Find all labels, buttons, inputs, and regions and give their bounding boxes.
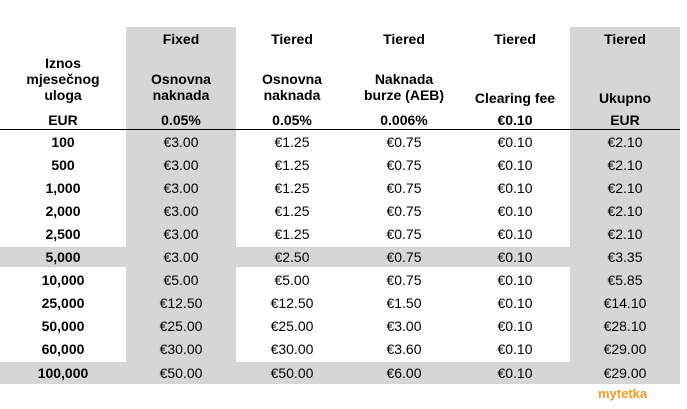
cell-tiered-base: €2.50 [274,249,310,265]
cell-fixed-fee: €3.00 [163,226,199,242]
cell-amount: 100 [51,134,75,150]
cell-exchange-fee: €0.75 [386,157,422,173]
header-rate-exchange: 0.006% [380,112,428,128]
cell-exchange-fee: €1.50 [386,295,422,311]
header-divider [0,129,680,130]
cell-clearing-fee: €0.10 [497,318,533,334]
cell-exchange-fee: €3.60 [386,341,422,357]
cell-clearing-fee: €0.10 [497,134,533,150]
cell-clearing-fee: €0.10 [497,180,533,196]
cell-tiered-base: €1.25 [274,180,310,196]
cell-total: €3.35 [607,249,643,265]
cell-tiered-base: €30.00 [270,341,314,357]
cell-tiered-base: €1.25 [274,226,310,242]
cell-fixed-fee: €30.00 [159,341,203,357]
cell-exchange-fee: €6.00 [386,365,422,381]
cell-amount: 500 [51,157,75,173]
cell-tiered-base: €25.00 [270,318,314,334]
header-type-tiered-base: Tiered [271,31,313,47]
cell-fixed-fee: €5.00 [163,272,199,288]
cell-tiered-base: €12.50 [270,295,314,311]
cell-fixed-fee: €3.00 [163,180,199,196]
cell-amount: 25,000 [41,295,85,311]
cell-clearing-fee: €0.10 [497,226,533,242]
cell-exchange-fee: €0.75 [386,180,422,196]
cell-total: €2.10 [607,226,643,242]
cell-fixed-fee: €25.00 [159,318,203,334]
header-type-tiered-total: Tiered [604,31,646,47]
cell-amount: 1,000 [45,180,81,196]
cell-clearing-fee: €0.10 [497,272,533,288]
cell-tiered-base: €1.25 [274,134,310,150]
cell-clearing-fee: €0.10 [497,295,533,311]
header-name-exchange: Naknada burze (AEB) [363,71,445,103]
cell-amount: 10,000 [41,272,85,288]
cell-fixed-fee: €12.50 [159,295,203,311]
cell-clearing-fee: €0.10 [497,341,533,357]
header-name-fixed: Osnovna naknada [151,71,211,103]
cell-total: €2.10 [607,203,643,219]
cell-exchange-fee: €0.75 [386,134,422,150]
header-rate-clearing: €0.10 [497,112,533,128]
cell-fixed-fee: €3.00 [163,203,199,219]
cell-total: €2.10 [607,157,643,173]
cell-total: €2.10 [607,180,643,196]
cell-amount: 60,000 [41,341,85,357]
cell-total: €2.10 [607,134,643,150]
cell-total: €5.85 [607,272,643,288]
cell-tiered-base: €1.25 [274,203,310,219]
cell-exchange-fee: €0.75 [386,249,422,265]
cell-exchange-fee: €3.00 [386,318,422,334]
cell-fixed-fee: €3.00 [163,157,199,173]
cell-total: €28.10 [603,318,647,334]
header-type-tiered-clearing: Tiered [494,31,536,47]
cell-amount: 50,000 [41,318,85,334]
cell-amount: 5,000 [45,249,81,265]
header-rate-tiered-base: 0.05% [272,112,312,128]
brand-logo-text: mytetka [598,386,648,401]
cell-clearing-fee: €0.10 [497,157,533,173]
cell-exchange-fee: €0.75 [386,272,422,288]
cell-tiered-base: €1.25 [274,157,310,173]
cell-total: €29.00 [603,341,647,357]
header-type-fixed: Fixed [162,31,200,47]
header-rate-total: EUR [610,112,640,128]
cell-amount: 2,500 [45,226,81,242]
cell-tiered-base: €5.00 [274,272,310,288]
header-rate-fixed: 0.05% [161,112,201,128]
cell-tiered-base: €50.00 [270,365,314,381]
header-name-clearing: Clearing fee [474,90,556,106]
cell-total: €29.00 [603,365,647,381]
header-name-tiered-base: Osnovna naknada [262,71,322,103]
cell-fixed-fee: €3.00 [163,249,199,265]
cell-amount: 2,000 [45,203,81,219]
header-rate-amount: EUR [48,112,78,128]
cell-clearing-fee: €0.10 [497,365,533,381]
cell-fixed-fee: €3.00 [163,134,199,150]
cell-exchange-fee: €0.75 [386,203,422,219]
header-name-amount: Iznos mjesečnog uloga [26,55,100,103]
cell-total: €14.10 [603,295,647,311]
cell-exchange-fee: €0.75 [386,226,422,242]
cell-clearing-fee: €0.10 [497,249,533,265]
cell-clearing-fee: €0.10 [497,203,533,219]
header-name-total: Ukupno [598,90,652,106]
header-type-tiered-exchange: Tiered [383,31,425,47]
cell-fixed-fee: €50.00 [159,365,203,381]
cell-amount: 100,000 [37,365,89,381]
